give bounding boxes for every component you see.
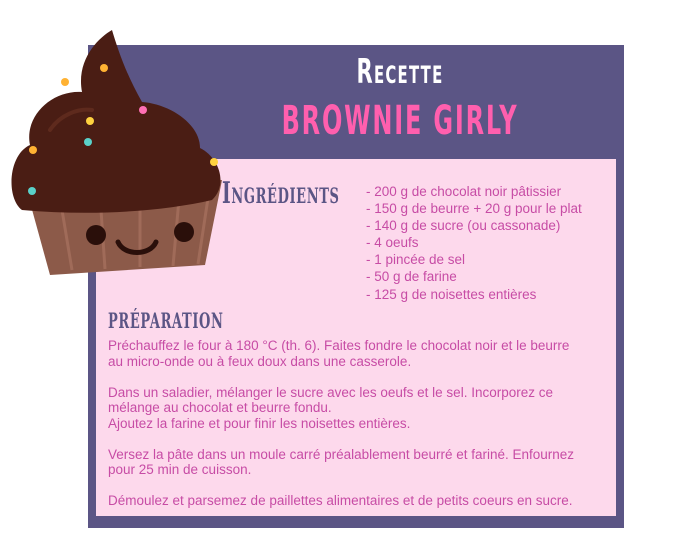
cupcake-right-eye [174, 222, 194, 242]
sprinkle [28, 187, 36, 195]
sprinkle [100, 64, 108, 72]
ingredient-item: - 125 g de noisettes entières [366, 286, 537, 302]
cupcake-left-eye [86, 225, 106, 245]
sprinkle [84, 138, 92, 146]
ingredient-item: - 1 pincée de sel [366, 252, 466, 268]
ingredient-item: - 200 g de chocolat noir pâtissier [366, 184, 562, 199]
ingredient-item: - 50 g de farine [366, 269, 457, 285]
preparation-step: Préchauffez le four à 180 °C (th. 6). Faites fondre le chocolat noir et le beurre au micro-onde ou à feux doux dans une casserole. [108, 338, 570, 369]
ingredient-item: - 150 g de beurre + 20 g pour le plat [366, 201, 582, 217]
sprinkle [210, 158, 218, 166]
sprinkle [29, 146, 37, 154]
kawaii-cupcake-icon [0, 20, 240, 280]
preparation-step: Dans un saladier, mélanger le sucre avec les oeufs et le sel. Incorporez ce mélange au chocolat et beurre fondu. Ajoutez la farine et pour finir les noisettes entières. [108, 384, 553, 431]
ingredient-item: - 4 oeufs [366, 235, 419, 251]
ingredients-heading: Ingrédients [222, 176, 340, 211]
preparation-step: Démoulez et parsemez de paillettes alimentaires et de petits coeurs en sucre. [108, 493, 573, 508]
sprinkle [61, 78, 69, 86]
title-brownie-girly: BROWNIE GIRLY [281, 98, 519, 144]
preparation-heading: préparation [108, 301, 224, 336]
ingredient-list [366, 183, 582, 303]
title-recette: Recette [356, 52, 444, 92]
chocolate-frosting [12, 30, 221, 213]
ingredient-item: - 140 g de sucre (ou cassonade) [366, 218, 561, 234]
preparation-steps [108, 338, 613, 524]
preparation-step: Versez la pâte dans un moule carré préalablement beurré et fariné. Enfournez pour 25 min de cuisson. [108, 446, 575, 477]
sprinkle [86, 117, 94, 125]
sprinkle [139, 106, 147, 114]
